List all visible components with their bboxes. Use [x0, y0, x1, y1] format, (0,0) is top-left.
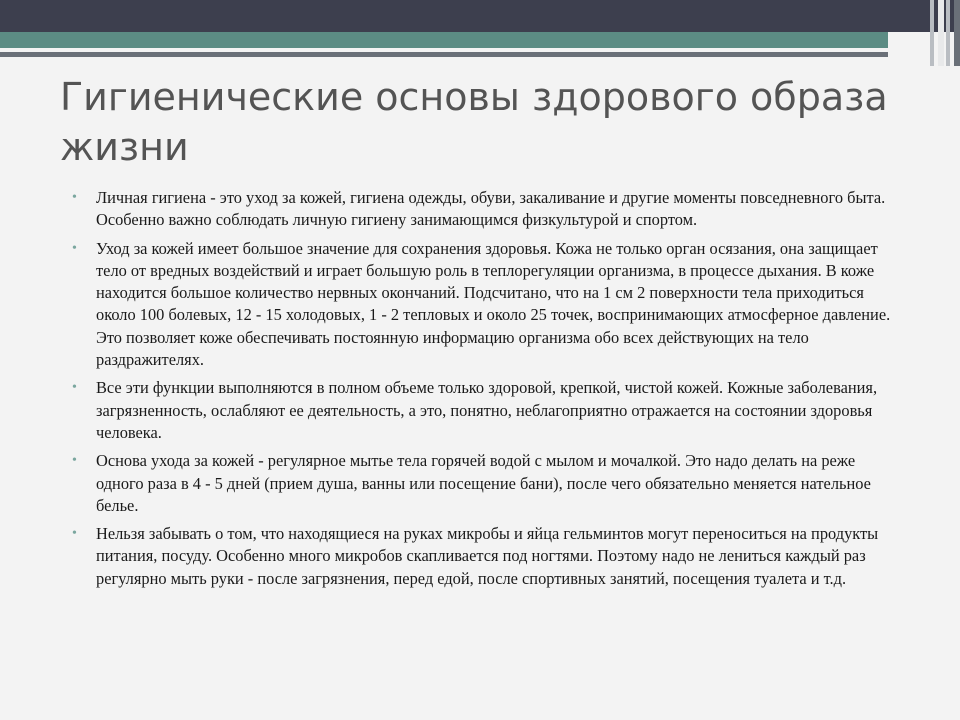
bullet-text: Все эти функции выполняются в полном объеме только здоровой, крепкой, чистой кожей. Кожные заболевания, загрязненность, ослабляют ее деятельность, а это, понятно, неблагоприятно отражается на состоянии здоровья человека.	[96, 378, 878, 442]
bullet-text: Нельзя забывать о том, что находящиеся на руках микробы и яйца гельминтов могут переноситься на продукты питания, посуду. Особенно много микробов скапливается под ногтями. Поэтому надо не лениться каждый раз регулярно мыть руки - после загрязнения, перед едой, после спортивных занятий, посещения туалета и т.д.	[96, 524, 879, 588]
corner-decoration	[946, 0, 950, 66]
bullet-dot-icon: •	[72, 240, 77, 256]
slide-title: Гигиенические основы здорового образа жизни	[60, 75, 888, 169]
bullet-item	[72, 450, 902, 517]
bullet-item	[72, 187, 902, 232]
bullet-item	[72, 238, 902, 372]
corner-decoration	[938, 0, 944, 66]
header-bar	[0, 0, 960, 32]
corner-decoration	[954, 0, 960, 66]
header-accent-line	[0, 52, 888, 57]
bullet-list	[72, 187, 902, 596]
header-accent-strip	[0, 32, 888, 48]
bullet-dot-icon: •	[72, 190, 77, 205]
bullet-text: Уход за кожей имеет большое значение для сохранения здоровья. Кожа не только орган осязания, она защищает тело от вредных воздействий и играет большую роль в теплорегуляции организма, в процессе дыхания. В коже находится большое количество нервных окончаний. Подсчитано, что на 1 см 2 поверхности тела приходиться около 100 болевых, 12 - 15 холодовых, 1 - 2 тепловых и около 25 точек, воспринимающих атмосферное давление. Это позволяет коже обеспечивать постоянную информацию организма обо всех действующих на тело раздражителях.	[96, 238, 891, 370]
bullet-dot-icon: •	[72, 453, 77, 469]
bullet-text: Личная гигиена - это уход за кожей, гигиена одежды, обуви, закаливание и другие моменты повседневного быта. Особенно важно соблюдать личную гигиену занимающимся физкультурой и спортом.	[96, 188, 886, 230]
bullet-text: Основа ухода за кожей - регулярное мытье тела горячей водой с мылом и мочалкой. Это надо делать на реже одного раза в 4 - 5 дней (прием душа, ванны или посещение бани), после чего обязательно меняется нательное белье.	[96, 451, 871, 515]
bullet-item	[72, 523, 902, 590]
bullet-dot-icon: •	[72, 380, 77, 396]
bullet-item	[72, 377, 902, 444]
bullet-dot-icon: •	[72, 526, 77, 542]
corner-decoration	[930, 0, 934, 66]
